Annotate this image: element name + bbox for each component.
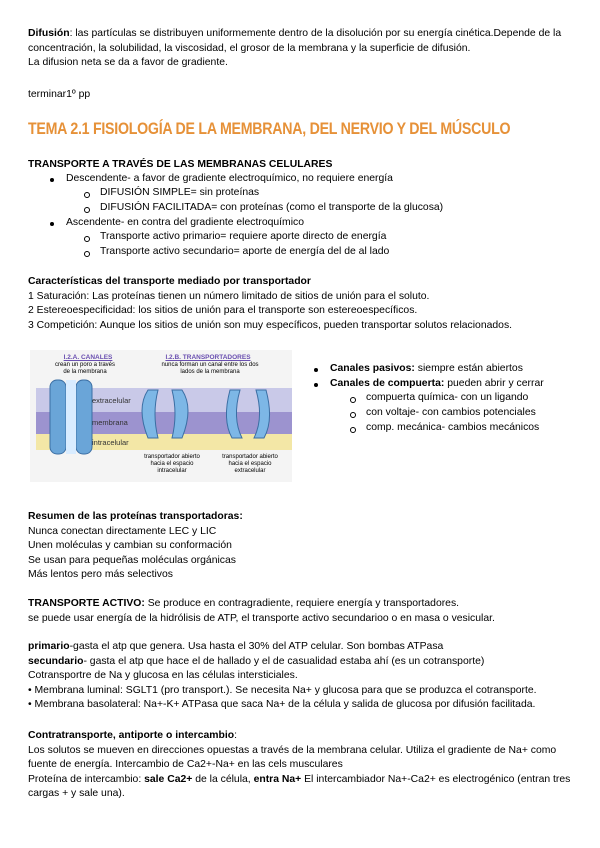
- tipos-line5: • Membrana basolateral: Na+-K+ ATPasa que saca Na+ de la célula y salida de glucosa por difusión facilitada.: [28, 699, 536, 710]
- membrane-figure: [30, 350, 292, 482]
- contra-colon: :: [234, 730, 237, 741]
- activo-label: TRANSPORTE ACTIVO:: [28, 598, 145, 609]
- list-item: 2 Estereoespecificidad: los sitios de unión para el transporte son estereoespecíficos.: [28, 305, 418, 316]
- list-item: compuerta química- con un ligando: [366, 392, 529, 403]
- bullet-dot-icon: [314, 383, 318, 387]
- list-item: comp. mecánica- cambios mecánicos: [366, 422, 540, 433]
- contra-text1: Los solutos se mueven en direcciones opuestas a través de la membrana celular. Utiliza el gradiente de Na+ como fuente de energía. Intercambio de Ca2+-Na+ en las cels musculares: [28, 744, 557, 770]
- contra-p-c: de la célula,: [192, 773, 254, 785]
- canales-title: I.2.A. CANALES: [63, 354, 113, 361]
- list-item: con voltaje- con cambios potenciales: [366, 407, 536, 418]
- note-text: terminar1º pp: [28, 89, 91, 100]
- transportadores-title: I.2.B. TRANSPORTADORES: [165, 354, 251, 361]
- contra-section: [28, 729, 586, 802]
- difusion-text: : las partículas se distribuyen uniformemente dentro de la disolución por su energía cinética.Depende de la concentración, la solubilidad, la viscosidad, el grosor de la membrana y la superficie de difusión.: [28, 28, 562, 54]
- canales-sub: crean un poro a través de la membrana: [54, 362, 116, 375]
- bullet-circle-icon: [84, 236, 90, 242]
- contra-heading: Contratransporte, antiporte o intercambio: [28, 730, 235, 741]
- extracelular-label: extracelular: [92, 396, 131, 405]
- secundario-label: secundario: [28, 655, 84, 667]
- bullet-circle-icon: [350, 412, 356, 418]
- bullet-circle-icon: [350, 397, 356, 403]
- pasivos-label: Canales pasivos:: [330, 363, 415, 374]
- activo-text: Se produce en contragradiente, requiere energía y transportadores.: [144, 598, 460, 609]
- list-item: Nunca conectan directamente LEC y LIC: [28, 525, 217, 537]
- compuerta-label: Canales de compuerta:: [330, 378, 445, 389]
- bullet-dot-icon: [314, 368, 318, 372]
- tipos-section: [28, 640, 586, 713]
- list-item: Unen moléculas y cambian su conformación: [28, 540, 232, 551]
- activo-line2: se puede usar energía de la hidrólisis de ATP, el transporte activo secundarioo o en masa o vesicular.: [28, 612, 495, 624]
- list-item: Ascendente- en contra del gradiente electroquímico: [66, 217, 304, 228]
- list-item: [330, 377, 544, 392]
- tipos-line3: Cotransportre de Na y glucosa en las células intersticiales.: [28, 670, 298, 681]
- list-item: Se usan para pequeñas moléculas orgánicas: [28, 554, 236, 566]
- secundario-text: - gasta el atp que hace el de hallado y el de casualidad estaba ahí (es un cotransporte): [83, 655, 485, 667]
- bullet-circle-icon: [350, 427, 356, 433]
- contra-p-d: entra Na+: [253, 773, 302, 785]
- resumen-section: [28, 510, 586, 583]
- primario-text: -gasta el atp que genera. Usa hasta el 30% del ATP celular. Son bombas ATPasa: [69, 641, 444, 652]
- contra-p-b: sale Ca2+: [144, 773, 193, 785]
- transporte-heading: TRANSPORTE A TRAVÉS DE LAS MEMBRANAS CELULARES: [28, 159, 333, 170]
- difusion-neta: La difusion neta se da a favor de gradiente.: [28, 57, 228, 68]
- pasivos-text: siempre están abiertos: [414, 363, 523, 374]
- contra-p-e: El intercambiador Na+-Ca2+ es electrogénico (entran tres cargas + y sale una).: [28, 773, 571, 799]
- bullet-circle-icon: [84, 251, 90, 257]
- list-item: 3 Competición: Aunque los sitios de unión son muy específicos, pueden transportar solutos relacionados.: [28, 319, 513, 331]
- caption-extracelular: transportador abierto hacia el espacio extracelular: [222, 454, 278, 474]
- caracteristicas-section: [28, 275, 586, 333]
- intracelular-label: intracelular: [92, 438, 129, 447]
- membrana-label: membrana: [92, 418, 128, 427]
- transportadores-sub: nunca forman un canal entre los dos lados de la membrana: [161, 362, 259, 375]
- bullet-circle-icon: [84, 192, 90, 198]
- list-item: [330, 362, 523, 377]
- activo-section: [28, 597, 586, 626]
- caracteristicas-heading: Características del transporte mediado por transportador: [28, 276, 311, 287]
- primario-label: primario: [28, 641, 70, 652]
- list-item: Más lentos pero más selectivos: [28, 569, 173, 580]
- list-item: Descendente- a favor de gradiente electroquímico, no requiere energía: [66, 173, 393, 184]
- list-item: Transporte activo primario= requiere aporte directo de energía: [100, 231, 387, 242]
- caption-intracelular: transportador abierto hacia el espacio intracelular: [144, 454, 200, 474]
- bullet-dot-icon: [50, 222, 54, 226]
- difusion-paragraph: [28, 27, 586, 71]
- list-item: Transporte activo secundario= aporte de energía del de al lado: [100, 246, 390, 257]
- tipos-line4: • Membrana luminal: SGLT1 (pro transport.). Se necesita Na+ y glucosa para que se produzca el cotransporte.: [28, 684, 537, 696]
- resumen-heading: Resumen de las proteínas transportadoras:: [28, 511, 243, 522]
- compuerta-text: pueden abrir y cerrar: [444, 378, 544, 389]
- list-item: 1 Saturación: Las proteínas tienen un número limitado de sitios de unión para el soluto.: [28, 290, 430, 302]
- difusion-label: Difusión: [28, 28, 70, 39]
- bullet-dot-icon: [50, 178, 54, 182]
- page-title: TEMA 2.1 FISIOLOGÍA DE LA MEMBRANA, DEL NERVIO Y DEL MÚSCULO: [28, 120, 511, 138]
- list-item: DIFUSIÓN SIMPLE= sin proteínas: [100, 187, 260, 198]
- bullet-circle-icon: [84, 207, 90, 213]
- contra-p-a: Proteína de intercambio:: [28, 773, 145, 785]
- list-item: DIFUSIÓN FACILITADA= con proteínas (como el transporte de la glucosa): [100, 202, 444, 213]
